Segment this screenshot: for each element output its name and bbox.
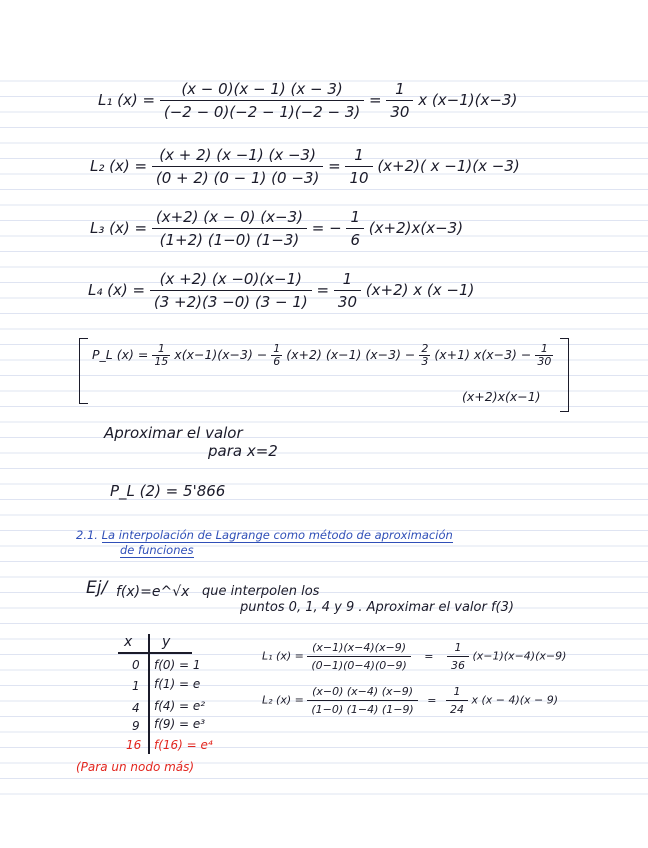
table-header-x: x — [124, 634, 133, 650]
small-l1-lhs: L₁ (x) = — [262, 649, 304, 663]
pl-coef-1-num: 1 — [152, 343, 170, 356]
section-title-line-1: La interpolación de Lagrange como método de aproximación — [101, 528, 453, 542]
small-l2-equals: = — [427, 693, 437, 707]
l4-numerator: (x +2) (x −0)(x−1) — [150, 270, 312, 291]
small-l2-lhs: L₂ (x) = — [262, 693, 304, 707]
table-extra-row-x: 16 — [126, 738, 142, 752]
lagrange-basis-l2 — [90, 146, 520, 187]
lagrange-basis-l1 — [98, 80, 517, 121]
small-l2-fraction — [307, 685, 417, 716]
small-basis-l1 — [262, 641, 566, 672]
l4-denominator: (3 +2)(3 −0) (3 − 1) — [153, 293, 308, 311]
l4-fraction — [150, 270, 312, 311]
l1-lhs: L₁ (x) = — [98, 91, 156, 109]
l4-lhs: L₄ (x) = — [88, 281, 146, 299]
small-l1-numerator: (x−1)(x−4)(x−9) — [307, 641, 410, 657]
l3-coef-num: 1 — [346, 208, 364, 229]
table-row-1-x: 0 — [132, 658, 140, 672]
right-bracket — [560, 338, 569, 412]
small-l2-numerator: (x−0) (x−4) (x−9) — [307, 685, 417, 701]
pl-coef-3 — [419, 343, 430, 368]
small-l1-coef-num: 1 — [447, 641, 469, 657]
l4-rhs: (x+2) x (x −1) — [365, 281, 475, 299]
table-row-4-x: 9 — [132, 719, 140, 733]
l1-numerator: (x − 0)(x − 1) (x − 3) — [160, 80, 364, 101]
lagrange-basis-l3 — [90, 208, 463, 249]
l2-coefficient — [345, 146, 372, 187]
result-value: P_L (2) = 5'866 — [110, 482, 226, 500]
l1-coefficient — [386, 80, 413, 121]
approx-line-2: para x=2 — [208, 442, 278, 460]
l1-coef-num: 1 — [386, 80, 413, 101]
example-function: f(x)=e^√x — [116, 584, 190, 600]
top-margin — [0, 0, 648, 66]
l3-coefficient — [346, 208, 364, 249]
table-row-3-x: 4 — [132, 701, 140, 715]
l3-lhs: L₃ (x) = — [90, 219, 148, 237]
l1-equals: = — [369, 91, 382, 109]
l4-coefficient — [334, 270, 361, 311]
approx-line-1: Aproximar el valor — [104, 424, 243, 442]
table-divider-horizontal — [118, 652, 192, 654]
pl-term-1: x(x−1)(x−3) − — [174, 347, 268, 362]
pl-coef-2-den: 6 — [273, 355, 281, 368]
pl-term-3: (x+1) x(x−3) − — [434, 347, 532, 362]
small-l1-equals: = — [424, 649, 434, 663]
table-extra-row-y: f(16) = e⁴ — [154, 738, 213, 752]
l1-rhs: x (x−1)(x−3) — [418, 91, 518, 109]
pl-term-2: (x+2) (x−1) (x−3) − — [286, 347, 416, 362]
l3-rhs: (x+2)x(x−3) — [368, 219, 464, 237]
l3-equals: = − — [311, 219, 342, 237]
small-l2-coefficient — [446, 685, 468, 716]
small-l1-coefficient — [447, 641, 469, 672]
pl-coef-4 — [535, 343, 553, 368]
l2-equals: = — [328, 157, 341, 175]
table-row-1-y: f(0) = 1 — [154, 658, 201, 672]
l1-coef-den: 30 — [390, 103, 410, 121]
lagrange-basis-l4 — [88, 270, 474, 311]
pl-coef-1 — [152, 343, 170, 368]
small-l2-coef-num: 1 — [446, 685, 468, 701]
small-l2-denominator: (1−0) (1−4) (1−9) — [311, 703, 414, 716]
section-heading — [76, 528, 453, 542]
l2-lhs: L₂ (x) = — [90, 157, 148, 175]
l4-coef-num: 1 — [334, 270, 361, 291]
small-l1-denominator: (0−1)(0−4)(0−9) — [311, 659, 407, 672]
small-l1-rhs: (x−1)(x−4)(x−9) — [472, 649, 567, 663]
table-row-3-y: f(4) = e² — [154, 699, 206, 713]
pl-line-2: (x+2)x(x−1) — [462, 389, 541, 404]
pl-coef-1-den: 15 — [154, 355, 169, 368]
pl-coef-2-num: 1 — [273, 342, 281, 355]
l1-denominator: (−2 − 0)(−2 − 1)(−2 − 3) — [163, 103, 361, 121]
example-text-1: que interpolen los — [202, 584, 320, 599]
lagrange-polynomial — [92, 343, 553, 368]
section-number: 2.1. — [76, 528, 98, 542]
section-title-line-2-text: de funciones — [120, 543, 194, 557]
bottom-margin — [0, 806, 648, 848]
pl-coef-2 — [271, 343, 282, 368]
pl-coef-3-den: 3 — [421, 355, 429, 368]
l2-denominator: (0 + 2) (0 − 1) (0 −3) — [155, 169, 320, 187]
example-label: Ej/ — [86, 578, 108, 598]
small-l2-rhs: x (x − 4)(x − 9) — [471, 693, 559, 707]
l3-coef-den: 6 — [350, 231, 361, 249]
l3-numerator: (x+2) (x − 0) (x−3) — [152, 208, 307, 229]
pl-coef-4-den: 30 — [537, 355, 552, 368]
example-text-2: puntos 0, 1, 4 y 9 . Aproximar el valor f(3) — [240, 600, 514, 615]
table-header-y: y — [162, 634, 171, 650]
table-row-2-y: f(1) = e — [154, 677, 201, 691]
extra-node-note: (Para un nodo más) — [76, 760, 195, 774]
l2-fraction — [152, 146, 323, 187]
l2-coef-num: 1 — [345, 146, 372, 167]
l2-rhs: (x+2)( x −1)(x −3) — [377, 157, 520, 175]
pl-coef-3-num: 2 — [421, 342, 429, 355]
table-row-4-y: f(9) = e³ — [154, 717, 206, 731]
l3-fraction — [152, 208, 307, 249]
l2-numerator: (x + 2) (x −1) (x −3) — [152, 146, 323, 167]
small-l1-fraction — [307, 641, 410, 672]
left-bracket — [79, 338, 88, 404]
l2-coef-den: 10 — [349, 169, 369, 187]
table-row-2-x: 1 — [132, 679, 140, 693]
l1-fraction — [160, 80, 364, 121]
section-title-line-2 — [120, 543, 194, 557]
l3-denominator: (1+2) (1−0) (1−3) — [159, 231, 300, 249]
small-l2-coef-den: 24 — [449, 703, 464, 716]
pl-coef-4-num: 1 — [535, 343, 553, 356]
l4-coef-den: 30 — [337, 293, 357, 311]
pl-lhs: P_L (x) = — [92, 347, 149, 362]
small-basis-l2 — [262, 685, 558, 716]
small-l1-coef-den: 36 — [450, 659, 465, 672]
l4-equals: = — [316, 281, 330, 299]
